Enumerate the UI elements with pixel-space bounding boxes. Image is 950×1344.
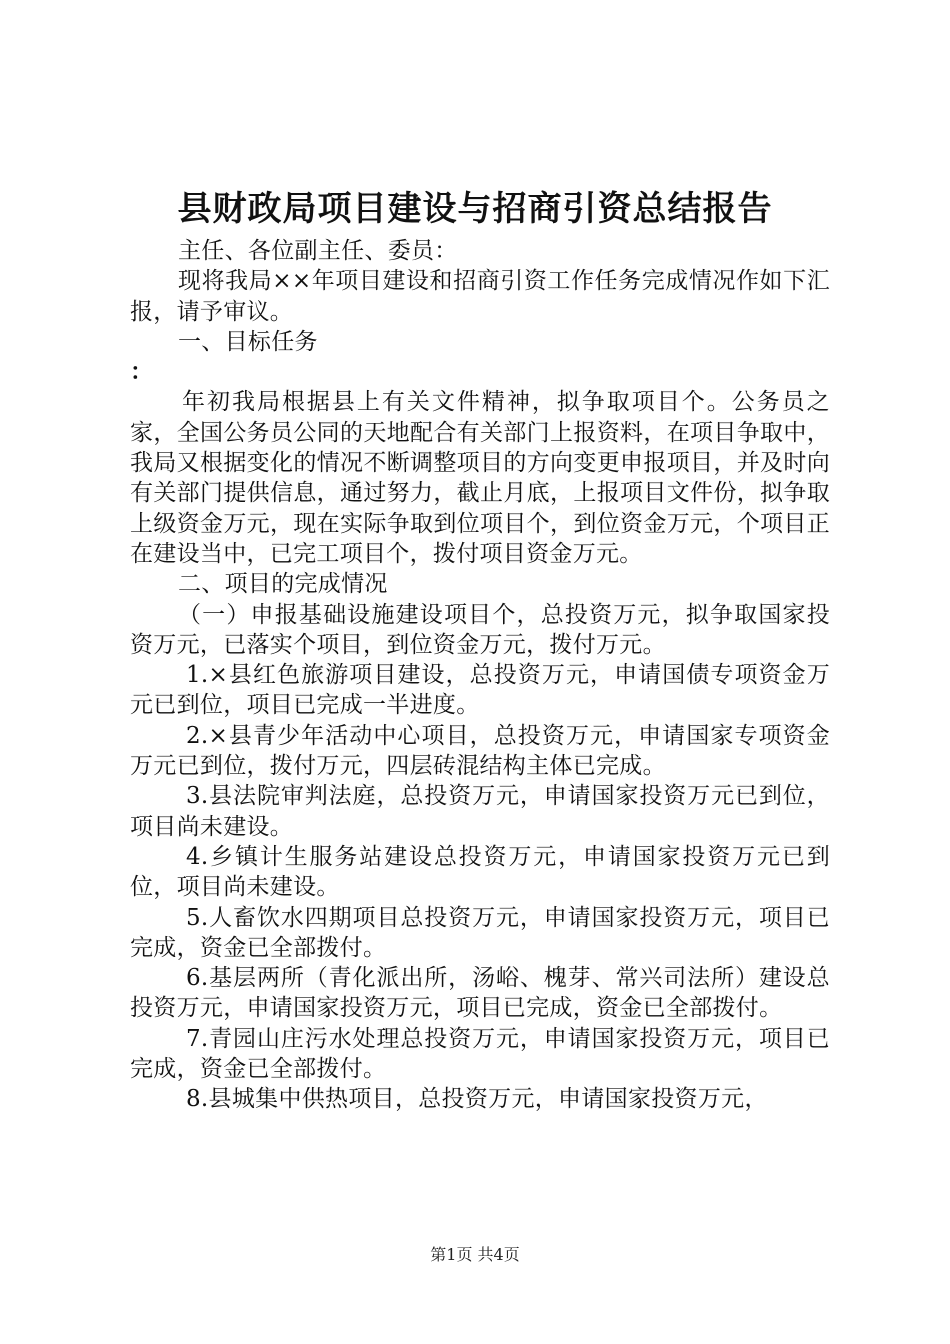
colon-line: ： <box>130 358 154 386</box>
paragraph-subsection-1: （一）申报基础设施建设项目个，总投资万元，拟争取国家投资万元，已落实个项目，到位资金万元，拨付万元。 <box>130 601 830 658</box>
section-heading-1: 一、目标任务 <box>178 328 318 355</box>
list-item-2: 2.×县青少年活动中心项目，总投资万元，申请国家专项资金万元已到位，拨付万元，四层砖混结构主体已完成。 <box>130 722 830 780</box>
page-footer: 第1页 共4页 <box>430 1245 520 1264</box>
list-item-4: 4.乡镇计生服务站建设总投资万元，申请国家投资万元已到位，项目尚未建设。 <box>130 843 830 901</box>
paragraph-intro: 现将我局××年项目建设和招商引资工作任务完成情况作如下汇报，请予审议。 <box>130 268 830 325</box>
salutation: 主任、各位副主任、委员： <box>178 238 458 264</box>
list-item-1: 1.×县红色旅游项目建设，总投资万元，申请国债专项资金万元已到位，项目已完成一半进度。 <box>130 662 830 719</box>
paragraph-targets: 年初我局根据县上有关文件精神，拟争取项目个。公务员之家，全国公务员公同的天地配合有关部门上报资料，在项目争取中，我局又根据变化的情况不断调整项目的方向变更申报项目，并及时向有关部门提供信息，通过努力，截止月底，上报项目文件份，拟争取上级资金万元，现在实际争取到位项目个，到位资金万元，个项目正在建设当中，已完工项目个，拨付项目资金万元。 <box>130 389 830 567</box>
list-item-5: 5.人畜饮水四期项目总投资万元，申请国家投资万元，项目已完成，资金已全部拨付。 <box>130 904 830 961</box>
document-title: 县财政局项目建设与招商引资总结报告 <box>177 189 773 229</box>
list-item-3: 3.县法院审判法庭，总投资万元，申请国家投资万元已到位，项目尚未建设。 <box>130 783 830 840</box>
list-item-6: 6.基层两所（青化派出所，汤峪、槐芽、常兴司法所）建设总投资万元，申请国家投资万元，项目已完成，资金已全部拨付。 <box>130 965 830 1022</box>
section-heading-2: 二、项目的完成情况 <box>178 571 388 598</box>
list-item-8: 8.县城集中供热项目，总投资万元，申请国家投资万元， <box>186 1086 768 1113</box>
list-item-7: 7.青园山庄污水处理总投资万元，申请国家投资万元，项目已完成，资金已全部拨付。 <box>130 1025 830 1083</box>
document-body <box>130 236 830 1115</box>
